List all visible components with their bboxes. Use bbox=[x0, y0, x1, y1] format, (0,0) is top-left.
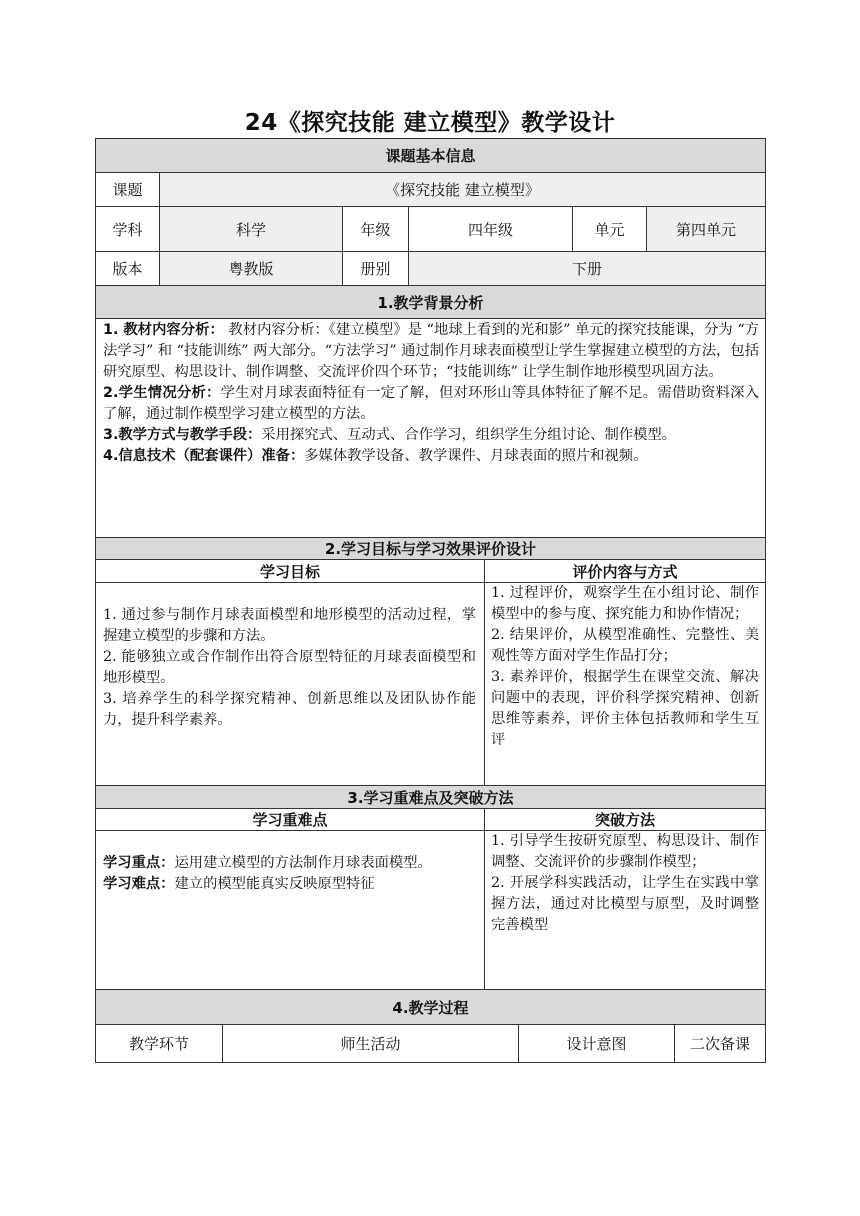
section1-item-1 bbox=[103, 320, 759, 383]
subject-value: 科学 bbox=[159, 206, 343, 252]
unit-value: 第四单元 bbox=[646, 206, 766, 252]
section2-header: 2.学习目标与学习效果评价设计 bbox=[95, 537, 766, 560]
evaluation-item: 3. 素养评价，根据学生在课堂交流、解决问题中的表现，评价科学探究精神、创新思维等素养，评价主体包括教师和学生互评 bbox=[491, 669, 759, 748]
unit-label: 单元 bbox=[572, 206, 647, 252]
goals-column-header: 学习目标 bbox=[95, 559, 485, 583]
method-item: 2. 开展学科实践活动，让学生在实践中掌握方法，通过对比模型与原型，及时调整完善模型 bbox=[491, 875, 759, 933]
methods-column-header: 突破方法 bbox=[484, 808, 766, 831]
keypoints-column-header: 学习重难点 bbox=[95, 808, 485, 831]
section1-item-3-label: 3.教学方式与教学手段： bbox=[103, 427, 262, 443]
section1-header: 1.教学背景分析 bbox=[95, 285, 766, 319]
process-col-intent: 设计意图 bbox=[518, 1024, 675, 1063]
basic-info-header: 课题基本信息 bbox=[95, 138, 766, 173]
grade-label: 年级 bbox=[342, 206, 409, 252]
process-col-revision: 二次备课 bbox=[674, 1024, 766, 1063]
goals-cell bbox=[95, 582, 485, 786]
evaluation-item: 2. 结果评价，从模型准确性、完整性、美观性等方面对学生作品打分； bbox=[491, 627, 759, 664]
topic-value: 《探究技能 建立模型》 bbox=[159, 172, 766, 207]
section1-item-3 bbox=[103, 425, 759, 446]
keypoints-cell bbox=[95, 830, 485, 990]
section1-item-1-label: 1. 教材内容分析： bbox=[103, 322, 224, 338]
document-title: 24《探究技能 建立模型》教学设计 bbox=[244, 110, 616, 136]
goal-item: 3. 培养学生的科学探究精神、创新思维以及团队协作能力，提升科学素养。 bbox=[103, 691, 476, 728]
section4-header: 4.教学过程 bbox=[95, 989, 766, 1025]
key-point-text: 运用建立模型的方法制作月球表面模型。 bbox=[174, 855, 432, 871]
section1-item-4-text: 多媒体教学设备、教学课件、月球表面的照片和视频。 bbox=[304, 448, 648, 464]
subject-label: 学科 bbox=[95, 206, 160, 252]
section1-item-2-text: 学生对月球表面特征有一定了解，但对环形山等具体特征了解不足。需借助资料深入了解，通过制作模型学习建立模型的方法。 bbox=[103, 385, 759, 422]
section1-item-1-text: 教材内容分析：《建立模型》是 “地球上看到的光和影” 单元的探究技能课，分为 “方法学习” 和 “技能训练” 两大部分。“方法学习” 通过制作月球表面模型让学生掌握建立模型的方法，包括研究原型、构思设计、制作调整、交流评价四个环节；“技能训练” 让学生制作地形模型巩固方法。 bbox=[103, 322, 760, 380]
evaluation-cell bbox=[484, 582, 766, 786]
evaluation-item: 1. 过程评价，观察学生在小组讨论、制作模型中的参与度、探究能力和协作情况； bbox=[491, 585, 759, 622]
goal-item: 2. 能够独立或合作制作出符合原型特征的月球表面模型和地形模型。 bbox=[103, 649, 476, 686]
method-item: 1. 引导学生按研究原型、构思设计、制作调整、交流评价的步骤制作模型； bbox=[491, 833, 759, 870]
key-point bbox=[103, 853, 476, 874]
process-col-stage: 教学环节 bbox=[95, 1024, 223, 1063]
grade-value: 四年级 bbox=[408, 206, 573, 252]
section1-item-4-label: 4.信息技术（配套课件）准备： bbox=[103, 448, 305, 464]
section1-item-3-text: 采用探究式、互动式、合作学习，组织学生分组讨论、制作模型。 bbox=[261, 427, 676, 443]
process-col-activity: 师生活动 bbox=[222, 1024, 519, 1063]
topic-label: 课题 bbox=[95, 172, 160, 207]
difficult-point-text: 建立的模型能真实反映原型特征 bbox=[174, 876, 375, 892]
section1-item-4 bbox=[103, 446, 759, 467]
edition-label: 版本 bbox=[95, 251, 160, 286]
section1-item-2-label: 2.学生情况分析： bbox=[103, 385, 221, 401]
edition-value: 粤教版 bbox=[159, 251, 343, 286]
section1-item-2 bbox=[103, 383, 759, 425]
methods-cell bbox=[484, 830, 766, 990]
goal-item: 1. 通过参与制作月球表面模型和地形模型的活动过程，掌握建立模型的步骤和方法。 bbox=[103, 607, 476, 644]
volume-label: 册别 bbox=[342, 251, 409, 286]
evaluation-column-header: 评价内容与方式 bbox=[484, 559, 766, 583]
volume-value: 下册 bbox=[408, 251, 766, 286]
section1-body bbox=[95, 318, 766, 538]
key-point-label: 学习重点： bbox=[103, 855, 175, 871]
difficult-point bbox=[103, 874, 476, 895]
section3-header: 3.学习重难点及突破方法 bbox=[95, 785, 766, 809]
difficult-point-label: 学习难点： bbox=[103, 876, 175, 892]
